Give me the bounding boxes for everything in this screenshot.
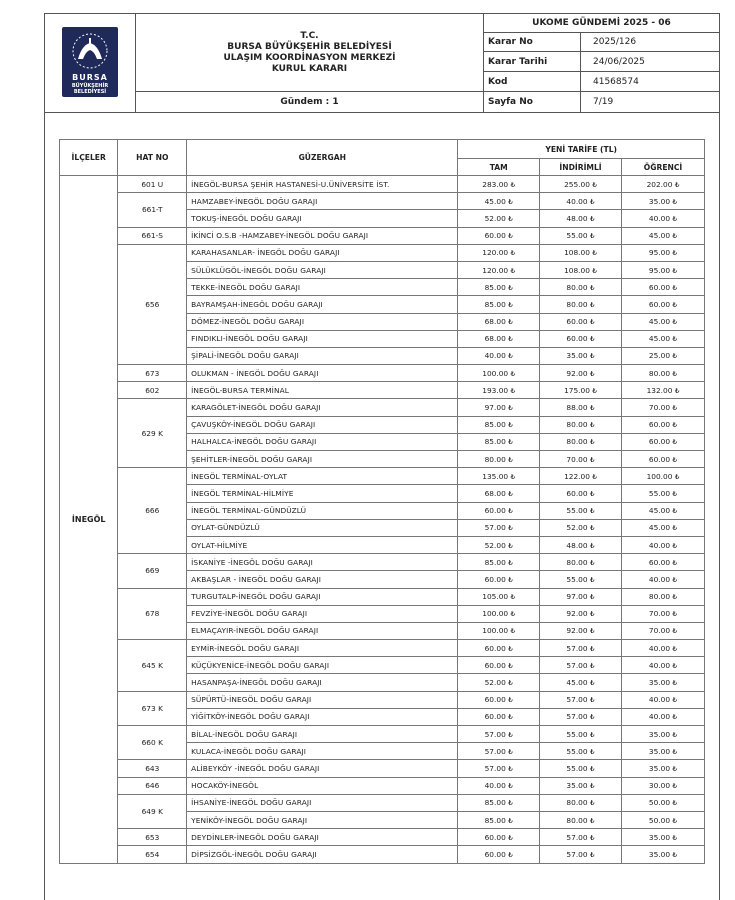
indirimli-cell: 97.00 ₺ [540, 588, 622, 605]
table-row [60, 554, 705, 571]
indirimli-cell: 60.00 ₺ [540, 485, 622, 502]
indirimli-cell: 88.00 ₺ [540, 399, 622, 416]
tam-cell: 120.00 ₺ [458, 261, 540, 278]
tam-cell: 60.00 ₺ [458, 846, 540, 863]
tam-cell: 52.00 ₺ [458, 536, 540, 553]
hat-no-cell: 602 [118, 382, 187, 399]
ogrenci-cell: 40.00 ₺ [622, 210, 705, 227]
guzergah-cell: HALHALCA-İNEGÖL DOĞU GARAJI [187, 433, 458, 450]
hat-no-cell: 649 K [118, 794, 187, 828]
guzergah-cell: İNEGÖL TERMİNAL-HİLMİYE [187, 485, 458, 502]
guzergah-cell: DEYDİNLER-İNEGÖL DOĞU GARAJI [187, 829, 458, 846]
hat-no-cell: 669 [118, 554, 187, 588]
sayfa-no-value: 7/19 [581, 92, 720, 113]
tam-cell: 85.00 ₺ [458, 811, 540, 828]
ogrenci-cell: 35.00 ₺ [622, 846, 705, 863]
ogrenci-cell: 30.00 ₺ [622, 777, 705, 794]
indirimli-cell: 35.00 ₺ [540, 347, 622, 364]
indirimli-cell: 55.00 ₺ [540, 502, 622, 519]
tam-cell: 45.00 ₺ [458, 193, 540, 210]
guzergah-cell: DİPSİZGÖL-İNEGÖL DOĞU GARAJI [187, 846, 458, 863]
tam-cell: 193.00 ₺ [458, 382, 540, 399]
indirimli-cell: 55.00 ₺ [540, 743, 622, 760]
tam-cell: 85.00 ₺ [458, 794, 540, 811]
ogrenci-cell: 60.00 ₺ [622, 416, 705, 433]
ilce-cell: İNEGÖL [60, 176, 118, 864]
guzergah-cell: DÖMEZ-İNEGÖL DOĞU GARAJI [187, 313, 458, 330]
indirimli-cell: 60.00 ₺ [540, 313, 622, 330]
tam-cell: 85.00 ₺ [458, 416, 540, 433]
tariff-table [59, 139, 705, 864]
col-yeni-tarife: YENİ TARİFE (TL) [458, 140, 705, 159]
guzergah-cell: BAYRAMŞAH-İNEGÖL DOĞU GARAJI [187, 296, 458, 313]
tam-cell: 52.00 ₺ [458, 210, 540, 227]
indirimli-cell: 80.00 ₺ [540, 296, 622, 313]
col-hat-no: HAT NO [118, 140, 187, 176]
logo-text-belediye: BÜYÜKŞEHİR BELEDİYESİ [71, 82, 109, 95]
ogrenci-cell: 60.00 ₺ [622, 433, 705, 450]
table-row [60, 382, 705, 399]
guzergah-cell: KÜÇÜKYENİCE-İNEGÖL DOĞU GARAJI [187, 657, 458, 674]
indirimli-cell: 57.00 ₺ [540, 691, 622, 708]
table-row [60, 244, 705, 261]
guzergah-cell: BİLAL-İNEGÖL DOĞU GARAJI [187, 726, 458, 743]
guzergah-cell: ÇAVUŞKÖY-İNEGÖL DOĞU GARAJI [187, 416, 458, 433]
hat-no-cell: 629 K [118, 399, 187, 468]
tam-cell: 100.00 ₺ [458, 365, 540, 382]
table-row [60, 760, 705, 777]
guzergah-cell: TEKKE-İNEGÖL DOĞU GARAJI [187, 279, 458, 296]
indirimli-cell: 92.00 ₺ [540, 365, 622, 382]
col-ilceler: İLÇELER [60, 140, 118, 176]
guzergah-cell: ŞEHİTLER-İNEGÖL DOĞU GARAJI [187, 451, 458, 468]
hat-no-cell: 646 [118, 777, 187, 794]
guzergah-cell: SÜPÜRTÜ-İNEGÖL DOĞU GARAJI [187, 691, 458, 708]
guzergah-cell: SÜLÜKLÜGÖL-İNEGÖL DOĞU GARAJI [187, 261, 458, 278]
indirimli-cell: 80.00 ₺ [540, 433, 622, 450]
indirimli-cell: 80.00 ₺ [540, 279, 622, 296]
guzergah-cell: OYLAT-HİLMİYE [187, 536, 458, 553]
document-header [44, 13, 720, 113]
domes-emblem-icon [70, 31, 110, 71]
table-row [60, 176, 705, 193]
org-line-tc: T.C. [300, 30, 319, 41]
ogrenci-cell: 45.00 ₺ [622, 519, 705, 536]
ukome-title: UKOME GÜNDEMİ 2025 - 06 [484, 14, 720, 33]
ogrenci-cell: 60.00 ₺ [622, 296, 705, 313]
guzergah-cell: TOKUŞ-İNEGÖL DOĞU GARAJI [187, 210, 458, 227]
tam-cell: 60.00 ₺ [458, 708, 540, 725]
ogrenci-cell: 45.00 ₺ [622, 330, 705, 347]
guzergah-cell: FEVZİYE-İNEGÖL DOĞU GARAJI [187, 605, 458, 622]
guzergah-cell: OYLAT-GÜNDÜZLÜ [187, 519, 458, 536]
indirimli-cell: 80.00 ₺ [540, 794, 622, 811]
indirimli-cell: 55.00 ₺ [540, 571, 622, 588]
ogrenci-cell: 60.00 ₺ [622, 279, 705, 296]
col-ogrenci: ÖĞRENCİ [622, 159, 705, 176]
col-guzergah: GÜZERGAH [187, 140, 458, 176]
tam-cell: 283.00 ₺ [458, 176, 540, 193]
tam-cell: 57.00 ₺ [458, 519, 540, 536]
table-row [60, 777, 705, 794]
guzergah-cell: İHSANİYE-İNEGÖL DOĞU GARAJI [187, 794, 458, 811]
ogrenci-cell: 95.00 ₺ [622, 261, 705, 278]
guzergah-cell: ALİBEYKÖY -İNEGÖL DOĞU GARAJI [187, 760, 458, 777]
guzergah-cell: İNEGÖL-BURSA ŞEHİR HASTANESİ-U.ÜNİVERSİTE İST. [187, 176, 458, 193]
ogrenci-cell: 60.00 ₺ [622, 451, 705, 468]
guzergah-cell: EYMİR-İNEGÖL DOĞU GARAJI [187, 640, 458, 657]
indirimli-cell: 52.00 ₺ [540, 519, 622, 536]
ogrenci-cell: 45.00 ₺ [622, 313, 705, 330]
indirimli-cell: 175.00 ₺ [540, 382, 622, 399]
bursa-logo [62, 27, 118, 97]
indirimli-cell: 48.00 ₺ [540, 536, 622, 553]
guzergah-cell: TURGUTALP-İNEGÖL DOĞU GARAJI [187, 588, 458, 605]
indirimli-cell: 70.00 ₺ [540, 451, 622, 468]
indirimli-cell: 57.00 ₺ [540, 657, 622, 674]
ogrenci-cell: 35.00 ₺ [622, 829, 705, 846]
ogrenci-cell: 100.00 ₺ [622, 468, 705, 485]
tam-cell: 105.00 ₺ [458, 588, 540, 605]
indirimli-cell: 122.00 ₺ [540, 468, 622, 485]
guzergah-cell: İNEGÖL-BURSA TERMİNAL [187, 382, 458, 399]
guzergah-cell: KULACA-İNEGÖL DOĞU GARAJI [187, 743, 458, 760]
hat-no-cell: 643 [118, 760, 187, 777]
guzergah-cell: FINDIKLI-İNEGÖL DOĞU GARAJI [187, 330, 458, 347]
tam-cell: 57.00 ₺ [458, 743, 540, 760]
guzergah-cell: AKBAŞLAR - İNEGÖL DOĞU GARAJI [187, 571, 458, 588]
hat-no-cell: 654 [118, 846, 187, 863]
guzergah-cell: YİĞİTKÖY-İNEGÖL DOĞU GARAJI [187, 708, 458, 725]
ogrenci-cell: 132.00 ₺ [622, 382, 705, 399]
hat-no-cell: 678 [118, 588, 187, 640]
col-tam: TAM [458, 159, 540, 176]
ogrenci-cell: 35.00 ₺ [622, 674, 705, 691]
ogrenci-cell: 35.00 ₺ [622, 760, 705, 777]
table-row [60, 365, 705, 382]
ogrenci-cell: 35.00 ₺ [622, 193, 705, 210]
tam-cell: 120.00 ₺ [458, 244, 540, 261]
indirimli-cell: 48.00 ₺ [540, 210, 622, 227]
indirimli-cell: 55.00 ₺ [540, 760, 622, 777]
gundem-label: Gündem : 1 [136, 92, 484, 113]
tam-cell: 100.00 ₺ [458, 622, 540, 639]
tam-cell: 68.00 ₺ [458, 485, 540, 502]
ogrenci-cell: 202.00 ₺ [622, 176, 705, 193]
hat-no-cell: 666 [118, 468, 187, 554]
kod-label: Kod [484, 72, 581, 92]
col-indirimli: İNDİRİMLİ [540, 159, 622, 176]
indirimli-cell: 57.00 ₺ [540, 708, 622, 725]
tariff-body [60, 176, 705, 864]
tam-cell: 85.00 ₺ [458, 554, 540, 571]
indirimli-cell: 108.00 ₺ [540, 244, 622, 261]
ogrenci-cell: 40.00 ₺ [622, 691, 705, 708]
ogrenci-cell: 55.00 ₺ [622, 485, 705, 502]
tam-cell: 85.00 ₺ [458, 433, 540, 450]
tam-cell: 97.00 ₺ [458, 399, 540, 416]
ogrenci-cell: 70.00 ₺ [622, 605, 705, 622]
table-row [60, 399, 705, 416]
ogrenci-cell: 40.00 ₺ [622, 536, 705, 553]
hat-no-cell: 660 K [118, 726, 187, 760]
indirimli-cell: 57.00 ₺ [540, 640, 622, 657]
guzergah-cell: OLUKMAN - İNEGÖL DOĞU GARAJI [187, 365, 458, 382]
ogrenci-cell: 45.00 ₺ [622, 502, 705, 519]
indirimli-cell: 255.00 ₺ [540, 176, 622, 193]
tam-cell: 100.00 ₺ [458, 605, 540, 622]
kod-value: 41568574 [581, 72, 720, 92]
tam-cell: 60.00 ₺ [458, 829, 540, 846]
ogrenci-cell: 60.00 ₺ [622, 554, 705, 571]
tam-cell: 52.00 ₺ [458, 674, 540, 691]
guzergah-cell: HASANPAŞA-İNEGÖL DOĞU GARAJI [187, 674, 458, 691]
indirimli-cell: 45.00 ₺ [540, 674, 622, 691]
tam-cell: 57.00 ₺ [458, 726, 540, 743]
org-line-decision: KURUL KARARI [271, 63, 348, 74]
guzergah-cell: YENİKÖY-İNEGÖL DOĞU GARAJI [187, 811, 458, 828]
table-row [60, 846, 705, 863]
ogrenci-cell: 70.00 ₺ [622, 399, 705, 416]
hat-no-cell: 653 [118, 829, 187, 846]
tam-cell: 60.00 ₺ [458, 691, 540, 708]
hat-no-cell: 601 U [118, 176, 187, 193]
tam-cell: 60.00 ₺ [458, 571, 540, 588]
ogrenci-cell: 95.00 ₺ [622, 244, 705, 261]
ogrenci-cell: 50.00 ₺ [622, 811, 705, 828]
table-row [60, 227, 705, 244]
ogrenci-cell: 35.00 ₺ [622, 743, 705, 760]
karar-no-value: 2025/126 [581, 32, 720, 52]
indirimli-cell: 92.00 ₺ [540, 622, 622, 639]
hat-no-cell: 673 K [118, 691, 187, 725]
karar-no-label: Karar No [484, 32, 581, 52]
indirimli-cell: 57.00 ₺ [540, 829, 622, 846]
guzergah-cell: HAMZABEY-İNEGÖL DOĞU GARAJI [187, 193, 458, 210]
indirimli-cell: 92.00 ₺ [540, 605, 622, 622]
guzergah-cell: İKİNCİ O.S.B -HAMZABEY-İNEGÖL DOĞU GARAJI [187, 227, 458, 244]
ogrenci-cell: 45.00 ₺ [622, 227, 705, 244]
page-border-right [719, 13, 720, 900]
ogrenci-cell: 40.00 ₺ [622, 640, 705, 657]
indirimli-cell: 40.00 ₺ [540, 193, 622, 210]
ogrenci-cell: 70.00 ₺ [622, 622, 705, 639]
karar-tarihi-value: 24/06/2025 [581, 52, 720, 72]
hat-no-cell: 656 [118, 244, 187, 364]
tam-cell: 60.00 ₺ [458, 657, 540, 674]
guzergah-cell: KARAGÖLET-İNEGÖL DOĞU GARAJI [187, 399, 458, 416]
ogrenci-cell: 40.00 ₺ [622, 657, 705, 674]
hat-no-cell: 673 [118, 365, 187, 382]
ogrenci-cell: 80.00 ₺ [622, 588, 705, 605]
indirimli-cell: 80.00 ₺ [540, 416, 622, 433]
logo-cell [45, 14, 136, 113]
tam-cell: 40.00 ₺ [458, 777, 540, 794]
table-row [60, 588, 705, 605]
tam-cell: 80.00 ₺ [458, 451, 540, 468]
table-row [60, 468, 705, 485]
guzergah-cell: İSKANİYE -İNEGÖL DOĞU GARAJI [187, 554, 458, 571]
guzergah-cell: ŞİPALİ-İNEGÖL DOĞU GARAJI [187, 347, 458, 364]
indirimli-cell: 108.00 ₺ [540, 261, 622, 278]
karar-tarihi-label: Karar Tarihi [484, 52, 581, 72]
indirimli-cell: 55.00 ₺ [540, 726, 622, 743]
table-row [60, 691, 705, 708]
tam-cell: 85.00 ₺ [458, 279, 540, 296]
guzergah-cell: ELMAÇAYIR-İNEGÖL DOĞU GARAJI [187, 622, 458, 639]
guzergah-cell: KARAHASANLAR- İNEGÖL DOĞU GARAJI [187, 244, 458, 261]
ogrenci-cell: 50.00 ₺ [622, 794, 705, 811]
indirimli-cell: 55.00 ₺ [540, 227, 622, 244]
org-line-municipality: BURSA BÜYÜKŞEHİR BELEDİYESİ [227, 41, 392, 52]
table-row [60, 640, 705, 657]
guzergah-cell: HOCAKÖY-İNEGÖL [187, 777, 458, 794]
tam-cell: 68.00 ₺ [458, 313, 540, 330]
tam-cell: 60.00 ₺ [458, 502, 540, 519]
tam-cell: 135.00 ₺ [458, 468, 540, 485]
table-row [60, 794, 705, 811]
guzergah-cell: İNEGÖL TERMİNAL-GÜNDÜZLÜ [187, 502, 458, 519]
ogrenci-cell: 40.00 ₺ [622, 708, 705, 725]
indirimli-cell: 80.00 ₺ [540, 554, 622, 571]
table-row [60, 193, 705, 210]
indirimli-cell: 60.00 ₺ [540, 330, 622, 347]
table-row [60, 726, 705, 743]
ogrenci-cell: 25.00 ₺ [622, 347, 705, 364]
org-title [136, 14, 484, 92]
table-row [60, 829, 705, 846]
ogrenci-cell: 80.00 ₺ [622, 365, 705, 382]
tam-cell: 68.00 ₺ [458, 330, 540, 347]
hat-no-cell: 661-T [118, 193, 187, 227]
tam-cell: 40.00 ₺ [458, 347, 540, 364]
logo-text-bursa: BURSA [72, 72, 108, 82]
hat-no-cell: 645 K [118, 640, 187, 692]
indirimli-cell: 35.00 ₺ [540, 777, 622, 794]
indirimli-cell: 80.00 ₺ [540, 811, 622, 828]
sayfa-no-label: Sayfa No [484, 92, 581, 113]
ogrenci-cell: 40.00 ₺ [622, 571, 705, 588]
indirimli-cell: 57.00 ₺ [540, 846, 622, 863]
tam-cell: 60.00 ₺ [458, 640, 540, 657]
guzergah-cell: İNEGÖL TERMİNAL-OYLAT [187, 468, 458, 485]
ogrenci-cell: 35.00 ₺ [622, 726, 705, 743]
tam-cell: 85.00 ₺ [458, 296, 540, 313]
page-border-left [44, 13, 45, 900]
tam-cell: 60.00 ₺ [458, 227, 540, 244]
tam-cell: 57.00 ₺ [458, 760, 540, 777]
org-line-center: ULAŞIM KOORDİNASYON MERKEZİ [223, 52, 396, 63]
hat-no-cell: 661-S [118, 227, 187, 244]
